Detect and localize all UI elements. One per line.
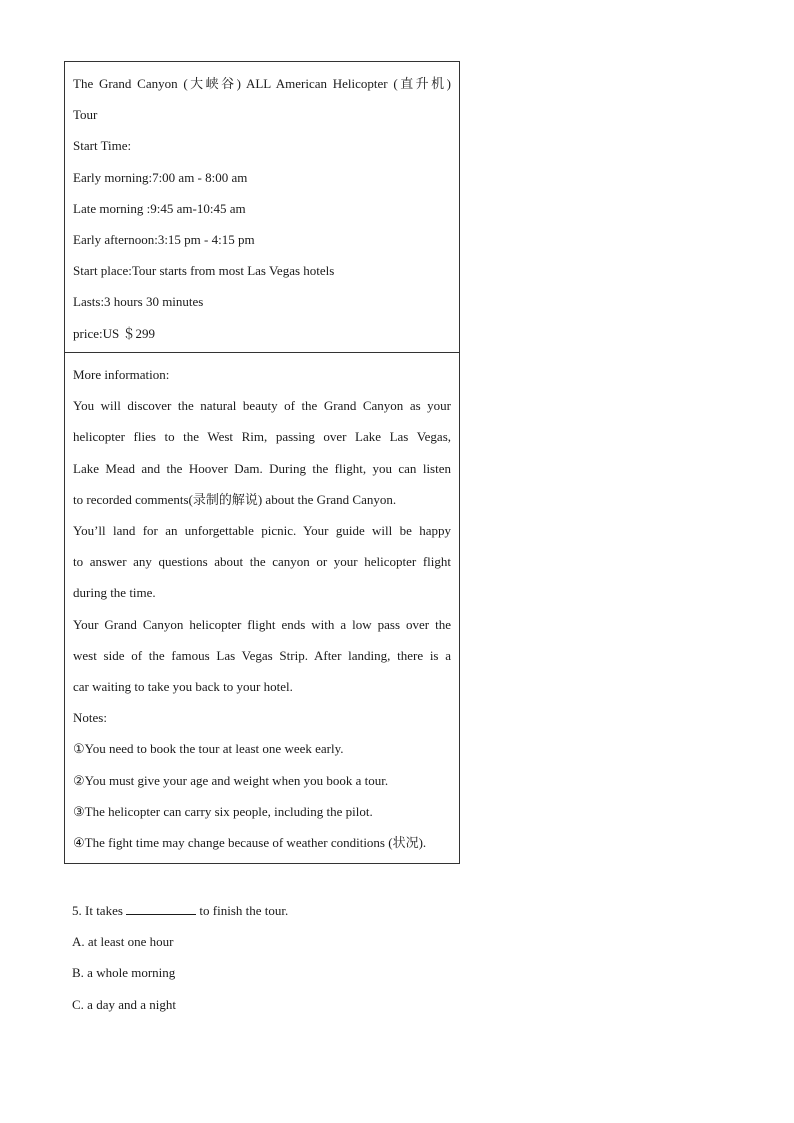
start-time-early-morning: Early morning:7:00 am - 8:00 am	[73, 169, 248, 185]
paragraph-line: car waiting to take you back to your hotel.	[73, 679, 293, 695]
more-information-box	[64, 352, 460, 864]
start-time-late-morning: Late morning :9:45 am-10:45 am	[73, 200, 246, 216]
start-place: Start place:Tour starts from most Las Vegas hotels	[73, 263, 335, 279]
notes-heading: Notes:	[73, 710, 107, 726]
question-stem-after: to finish the tour.	[196, 903, 289, 918]
tour-title-line-2: Tour	[73, 107, 98, 123]
note-item: ③The helicopter can carry six people, including the pilot.	[73, 803, 373, 819]
option-c: C. a day and a night	[72, 996, 176, 1012]
paragraph-line: to answer any questions about the canyon or your helicopter flight	[73, 554, 451, 570]
option-b: B. a whole morning	[72, 965, 176, 981]
tour-price: price:US ＄299	[73, 325, 155, 341]
paragraph-line: You’ll land for an unforgettable picnic. Your guide will be happy	[73, 523, 451, 539]
note-item: ④The fight time may change because of weather conditions (状况).	[73, 835, 427, 851]
question-stem	[72, 895, 288, 926]
paragraph-line: west side of the famous Las Vegas Strip. After landing, there is a	[73, 647, 451, 663]
tour-details-box	[64, 61, 460, 353]
note-item: ②You must give your age and weight when you book a tour.	[73, 772, 389, 788]
paragraph-line: Your Grand Canyon helicopter flight ends with a low pass over the	[73, 616, 451, 632]
paragraph-line: You will discover the natural beauty of the Grand Canyon as your	[73, 398, 451, 414]
start-time-label: Start Time:	[73, 138, 132, 154]
question-stem-before: 5. It takes	[72, 903, 127, 918]
tour-title-line-1: The Grand Canyon (大峡谷) ALL American Helicopter (直升机)	[73, 76, 451, 91]
option-a: A. at least one hour	[72, 934, 174, 950]
paragraph-line: Lake Mead and the Hoover Dam. During the flight, you can listen	[73, 460, 451, 476]
paragraph-line: helicopter flies to the West Rim, passing over Lake Las Vegas,	[73, 429, 451, 445]
question-5	[72, 895, 288, 1020]
paragraph-line: during the time.	[73, 585, 156, 601]
start-time-early-afternoon: Early afternoon:3:15 pm - 4:15 pm	[73, 232, 255, 248]
answer-blank	[126, 904, 196, 915]
note-item: ①You need to book the tour at least one week early.	[73, 741, 344, 757]
more-info-heading: More information:	[73, 367, 170, 382]
paragraph-line: to recorded comments(录制的解说) about the Grand Canyon.	[73, 491, 397, 507]
tour-duration: Lasts:3 hours 30 minutes	[73, 294, 204, 310]
